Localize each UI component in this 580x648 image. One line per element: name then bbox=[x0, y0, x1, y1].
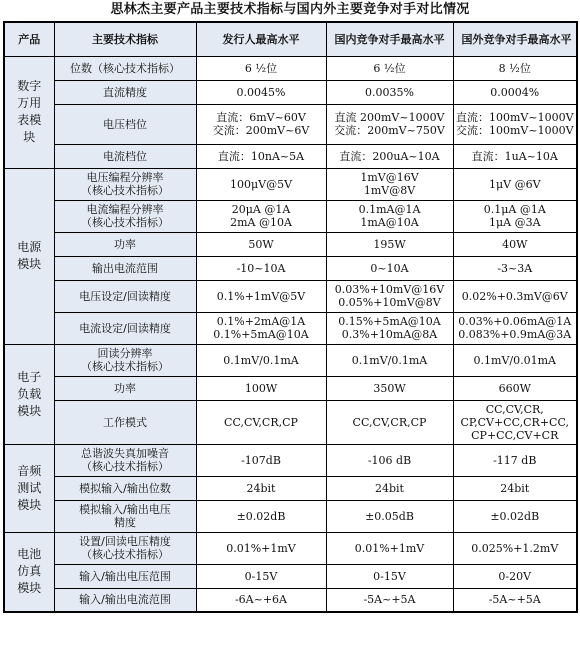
issuer-value-cell: CC,CV,CR,CP bbox=[196, 400, 326, 444]
domestic-value-cell: 直流 200mV~1000V 交流：200mV~750V bbox=[326, 104, 453, 144]
page-title: 思林杰主要产品主要技术指标与国内外主要竞争对手对比情况 bbox=[110, 2, 470, 17]
header-foreign: 国外竞争对手最高水平 bbox=[453, 22, 577, 56]
indicator-cell: 电流档位 bbox=[54, 144, 196, 168]
table-row bbox=[4, 400, 577, 444]
foreign-value-cell: ±0.02dB bbox=[453, 500, 577, 532]
indicator-cell: 电流编程分辨率 （核心技术指标） bbox=[54, 200, 196, 232]
category-cell bbox=[4, 532, 54, 612]
domestic-value-cell: 0.15%+5mA@10A 0.3%+10mA@8A bbox=[326, 312, 453, 344]
foreign-value-cell: 直流：1uA~10A bbox=[453, 144, 577, 168]
indicator-cell: 直流精度 bbox=[54, 80, 196, 104]
table-row bbox=[4, 444, 577, 476]
indicator-cell: 输入/输出电流范围 bbox=[54, 588, 196, 612]
indicator-cell: 模拟输入/输出电压 精度 bbox=[54, 500, 196, 532]
table-row bbox=[4, 56, 577, 80]
issuer-value-cell: 24bit bbox=[196, 476, 326, 500]
domestic-value-cell: 0.1mV/0.1mA bbox=[326, 344, 453, 376]
category-cell bbox=[4, 444, 54, 532]
foreign-value-cell: 0.025%+1.2mV bbox=[453, 532, 577, 564]
issuer-value-cell: 直流：10nA~5A bbox=[196, 144, 326, 168]
foreign-value-cell: 1μV @6V bbox=[453, 168, 577, 200]
category-cell bbox=[4, 56, 54, 168]
table-row bbox=[4, 280, 577, 312]
foreign-value-cell: 24bit bbox=[453, 476, 577, 500]
foreign-value-cell: 660W bbox=[453, 376, 577, 400]
category-cell bbox=[4, 344, 54, 444]
issuer-value-cell: 6 ½位 bbox=[196, 56, 326, 80]
table-row bbox=[4, 168, 577, 200]
foreign-value-cell: 8 ½位 bbox=[453, 56, 577, 80]
issuer-value-cell: 20μA @1A 2mA @10A bbox=[196, 200, 326, 232]
issuer-value-cell: 0-15V bbox=[196, 564, 326, 588]
issuer-value-cell: -10~10A bbox=[196, 256, 326, 280]
domestic-value-cell: -5A~+5A bbox=[326, 588, 453, 612]
table-row bbox=[4, 476, 577, 500]
header-domestic: 国内竞争对手最高水平 bbox=[326, 22, 453, 56]
foreign-value-cell: -117 dB bbox=[453, 444, 577, 476]
domestic-value-cell: 0.03%+10mV@16V 0.05%+10mV@8V bbox=[326, 280, 453, 312]
category-label: 电源模块 bbox=[17, 240, 42, 271]
table-row bbox=[4, 256, 577, 280]
issuer-value-cell: 直流：6mV~60V 交流：200mV~6V bbox=[196, 104, 326, 144]
table-row bbox=[4, 232, 577, 256]
indicator-cell: 功率 bbox=[54, 376, 196, 400]
table-row bbox=[4, 200, 577, 232]
header-indicator: 主要技术指标 bbox=[54, 22, 196, 56]
category-label: 电池仿真模块 bbox=[17, 547, 42, 596]
comparison-table bbox=[3, 21, 578, 613]
issuer-value-cell: 50W bbox=[196, 232, 326, 256]
table-row bbox=[4, 500, 577, 532]
category-label: 音频测试模块 bbox=[17, 463, 42, 512]
indicator-cell: 输入/输出电压范围 bbox=[54, 564, 196, 588]
foreign-value-cell: 0.1mV/0.01mA bbox=[453, 344, 577, 376]
domestic-value-cell: 6 ½位 bbox=[326, 56, 453, 80]
foreign-value-cell: 直流：100mV~1000V 交流：100mV~1000V bbox=[453, 104, 577, 144]
table-row bbox=[4, 532, 577, 564]
table-row bbox=[4, 564, 577, 588]
table-row bbox=[4, 588, 577, 612]
issuer-value-cell: 0.1%+1mV@5V bbox=[196, 280, 326, 312]
indicator-cell: 模拟输入/输出位数 bbox=[54, 476, 196, 500]
issuer-value-cell: 100μV@5V bbox=[196, 168, 326, 200]
foreign-value-cell: 0.0004% bbox=[453, 80, 577, 104]
indicator-cell: 工作模式 bbox=[54, 400, 196, 444]
issuer-value-cell: 0.01%+1mV bbox=[196, 532, 326, 564]
foreign-value-cell: CC,CV,CR, CP,CV+CC,CR+CC, CP+CC,CV+CR bbox=[453, 400, 577, 444]
issuer-value-cell: 100W bbox=[196, 376, 326, 400]
category-label: 数字万用表模块 bbox=[17, 79, 42, 144]
header-issuer: 发行人最高水平 bbox=[196, 22, 326, 56]
indicator-cell: 输出电流范围 bbox=[54, 256, 196, 280]
domestic-value-cell: 直流：200uA~10A bbox=[326, 144, 453, 168]
indicator-cell: 电压设定/回读精度 bbox=[54, 280, 196, 312]
foreign-value-cell: 40W bbox=[453, 232, 577, 256]
indicator-cell: 电压档位 bbox=[54, 104, 196, 144]
domestic-value-cell: 0~10A bbox=[326, 256, 453, 280]
table-row bbox=[4, 376, 577, 400]
issuer-value-cell: -6A~+6A bbox=[196, 588, 326, 612]
table-row bbox=[4, 144, 577, 168]
issuer-value-cell: -107dB bbox=[196, 444, 326, 476]
header-product: 产品 bbox=[4, 22, 54, 56]
table-row bbox=[4, 104, 577, 144]
indicator-cell: 回读分辨率 （核心技术指标） bbox=[54, 344, 196, 376]
domestic-value-cell: ±0.05dB bbox=[326, 500, 453, 532]
domestic-value-cell: 0-15V bbox=[326, 564, 453, 588]
category-cell bbox=[4, 168, 54, 344]
issuer-value-cell: ±0.02dB bbox=[196, 500, 326, 532]
domestic-value-cell: 0.01%+1mV bbox=[326, 532, 453, 564]
domestic-value-cell: 1mV@16V 1mV@8V bbox=[326, 168, 453, 200]
foreign-value-cell: 0.02%+0.3mV@6V bbox=[453, 280, 577, 312]
domestic-value-cell: 350W bbox=[326, 376, 453, 400]
table-row bbox=[4, 312, 577, 344]
category-label: 电子负载模块 bbox=[17, 369, 42, 418]
foreign-value-cell: -5A~+5A bbox=[453, 588, 577, 612]
domestic-value-cell: 24bit bbox=[326, 476, 453, 500]
foreign-value-cell: 0.1μA @1A 1μA @3A bbox=[453, 200, 577, 232]
domestic-value-cell: -106 dB bbox=[326, 444, 453, 476]
indicator-cell: 电压编程分辨率 （核心技术指标） bbox=[54, 168, 196, 200]
issuer-value-cell: 0.1mV/0.1mA bbox=[196, 344, 326, 376]
domestic-value-cell: 195W bbox=[326, 232, 453, 256]
issuer-value-cell: 0.1%+2mA@1A 0.1%+5mA@10A bbox=[196, 312, 326, 344]
header-row bbox=[4, 22, 577, 56]
indicator-cell: 功率 bbox=[54, 232, 196, 256]
indicator-cell: 设置/回读电压精度 （核心技术指标） bbox=[54, 532, 196, 564]
domestic-value-cell: CC,CV,CR,CP bbox=[326, 400, 453, 444]
indicator-cell: 位数（核心技术指标） bbox=[54, 56, 196, 80]
indicator-cell: 总谐波失真加噪音 （核心技术指标） bbox=[54, 444, 196, 476]
foreign-value-cell: -3~3A bbox=[453, 256, 577, 280]
domestic-value-cell: 0.0035% bbox=[326, 80, 453, 104]
table-row bbox=[4, 80, 577, 104]
foreign-value-cell: 0-20V bbox=[453, 564, 577, 588]
indicator-cell: 电流设定/回读精度 bbox=[54, 312, 196, 344]
domestic-value-cell: 0.1mA@1A 1mA@10A bbox=[326, 200, 453, 232]
issuer-value-cell: 0.0045% bbox=[196, 80, 326, 104]
foreign-value-cell: 0.03%+0.06mA@1A 0.083%+0.9mA@3A bbox=[453, 312, 577, 344]
table-row bbox=[4, 344, 577, 376]
